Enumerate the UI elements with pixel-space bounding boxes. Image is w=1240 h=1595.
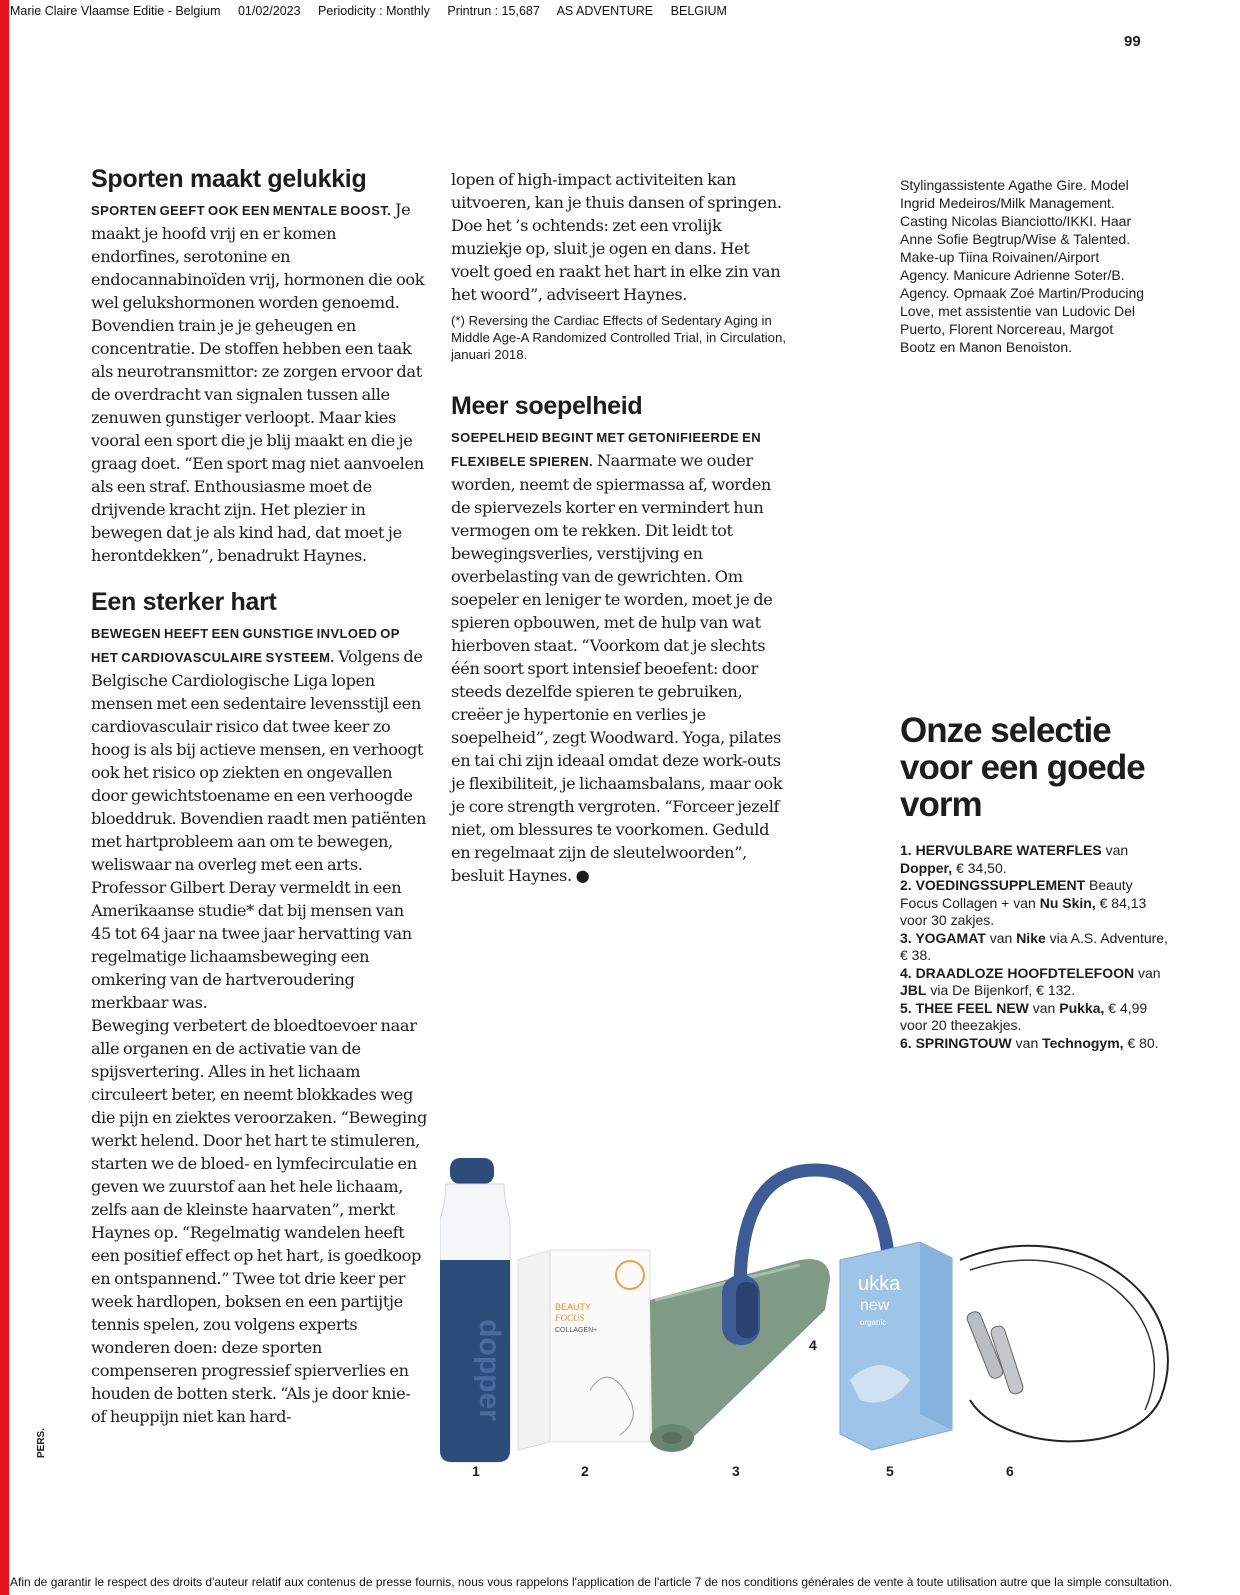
product-number-2: 2 xyxy=(581,1463,589,1479)
tea-sub-text: organic xyxy=(860,1318,887,1327)
section-title-sporten: Sporten maakt gelukkig xyxy=(91,165,367,193)
item-brand: Technogym, xyxy=(1042,1034,1124,1051)
tea-box-image xyxy=(840,1242,952,1450)
section-text-sporten: Je maakt je hoofd vrij en er komen endorfines, serotonine en endocannabinoïden vrij, hormonen die ook wel gelukshormonen worden genoemd. Bovendien train je je geheugen en concentratie. De stoffen hebben een taak als neurotransmittor: ze zorgen ervoor dat de overdracht van signalen tussen alle zenuwen gunstiger verloopt. Maar kies vooral een sport die je blij maakt en die je graag doet. “Een sport mag niet aanvoelen als een straf. Enthousiasme moet de drijvende kracht zijn. Het plezier in bewegen dat je als kind had, dat moet je herontdekken”, benadrukt Haynes. xyxy=(91,200,425,565)
item-price: € 34,50. xyxy=(952,859,1007,876)
item-category: 5. THEE FEEL NEW xyxy=(900,999,1029,1016)
item-price: € 84,13 voor 30 zakjes. xyxy=(900,894,1147,928)
selection-item xyxy=(900,1000,1170,1035)
item-brand: Dopper, xyxy=(900,859,953,876)
photo-credits: Stylingassistente Agathe Gire. Model Ingrid Medeiros/Milk Management. Casting Nicolas Bianciotto/IKKI. Haar Anne Sofie Begtrup/Wise & Talented. Make-up Tiina Roivainen/Airport Agency. Manicure Adrienne Soter/B. Agency. Opmaak Zoé Martin/Producing Love, met assistentie van Ludovic Del Puerto, Florent Norcereau, Margot Bootz en Manon Benoiston. xyxy=(900,177,1145,355)
item-price: via De Bijenkorf, € 132. xyxy=(926,982,1076,998)
product-number-4: 4 xyxy=(809,1337,817,1353)
product-number-6: 6 xyxy=(1006,1463,1014,1479)
section-body-soepelheid xyxy=(451,425,787,887)
item-brand: Nu Skin, xyxy=(1039,894,1096,911)
item-text: van xyxy=(1134,964,1161,981)
water-bottle-image xyxy=(440,1158,510,1462)
item-category: 1. HERVULBARE WATERFLES xyxy=(900,842,1102,858)
selection-item xyxy=(900,1035,1170,1053)
item-price: € 4,99 voor 20 theezakjes. xyxy=(900,999,1148,1033)
section-text-soepelheid: Naarmate we ouder worden, neemt de spiermassa af, worden de spiervezels korter en vermindert hun vermogen om te rekken. Dit leidt tot bewegingsverlies, verstijving en overbelasting van de gewrichten. Om soepeler en leniger te worden, moet je de spieren opbouwen, met de hulp van wat hierboven staat. “Voorkom dat je slechts één soort sport intensief beoefent: door steeds dezelfde spieren te gebruiken, creëer je hypertonie en verlies je soepelheid”, zegt Woodward. Yoga, pilates en tai chi zijn ideaal omdat deze work-outs je flexibiliteit, je lichaamsbalans, maar ook je core strength vergroten. “Forceer jezelf niet, om blessures te voorkomen. Geduld en regelmaat zijn de sleutelwoorden”, besluit Haynes. xyxy=(451,451,783,885)
item-brand: Pukka, xyxy=(1059,999,1105,1016)
product-number-3: 3 xyxy=(732,1463,740,1479)
jump-rope-image xyxy=(960,1246,1168,1442)
box-text-2: FOCUS xyxy=(555,1313,584,1323)
copyright-footer: Afin de garantir le respect des droits d'auteur relatif aux contenus de presse fournis, nous vous rappelons l'application de l'article 7 de nos conditions générales de vente à toute utilisation autre que la simple consultation. xyxy=(10,1575,1173,1589)
section-text-hart-2: Beweging verbetert de bloedtoevoer naar alle organen en de activatie van de spijsvertering. Alles in het lichaam circuleert beter, en neemt blokkades weg die pijn en ziektes veroorzaken. “Beweging werkt helend. Door het hart te stimuleren, starten we de bloed- en lymfecirculatie en geven we zuurstof aan het hele lichaam, zelfs aan de kleinste haarvaten”, merkt Haynes op. “Regelmatig wandelen heeft een positief effect op het hart, is goedkoop en ontspannend.” Twee tot drie keer per week hardlopen, boksen en een partijtje tennis spelen, zou volgens experts wonderen doen: deze sporten compenseren progressief spierverlies en houden de botten sterk. “Als je door knie- of heuppijn niet kan hard- xyxy=(91,1016,427,1426)
meta-printrun: Printrun : 15,687 xyxy=(447,4,540,18)
selection-list xyxy=(900,842,1170,1052)
section-lead-soepelheid: SOEPELHEID BEGINT MET GETONIFIEERDE EN FLEXIBELE SPIEREN. xyxy=(451,430,761,469)
meta-country: BELGIUM xyxy=(670,4,727,18)
page-number: 99 xyxy=(1124,33,1141,50)
column-2 xyxy=(451,168,787,887)
tea-brand-text: ukka xyxy=(858,1273,901,1295)
selection-item xyxy=(900,877,1170,930)
spacer xyxy=(451,363,787,391)
footnote: (*) Reversing the Cardiac Effects of Sedentary Aging in Middle Age-A Randomized Controlled Trial, in Circulation, januari 2018. xyxy=(451,313,786,362)
item-text: van xyxy=(1101,842,1129,858)
product-number-1: 1 xyxy=(472,1463,480,1479)
selection-item xyxy=(900,965,1170,1000)
item-text: van xyxy=(1028,999,1060,1016)
selection-title: Onze selectie voor een goede vorm xyxy=(900,711,1145,824)
item-category: 6. SPRINGTOUW xyxy=(900,1034,1012,1051)
section-title-hart: Een sterker hart xyxy=(91,588,277,616)
photo-credit-pers: PERS. xyxy=(36,1427,47,1458)
item-category: 2. VOEDINGSSUPPLEMENT xyxy=(900,877,1086,893)
red-edge-bar xyxy=(0,0,9,1595)
meta-advertiser: AS ADVENTURE xyxy=(556,4,654,18)
column-3 xyxy=(900,176,1150,356)
item-text: van xyxy=(985,929,1017,946)
item-text: van xyxy=(1011,1034,1043,1051)
section-body-hart xyxy=(91,621,427,1014)
product-photos xyxy=(440,1150,1200,1470)
item-brand: JBL xyxy=(900,982,927,998)
clipping-meta xyxy=(10,4,741,18)
section-body-sporten xyxy=(91,198,427,567)
section-text-hart: Volgens de Belgische Cardiologische Liga lopen mensen met een sedentaire levensstijl een cardiovasculair risico dat twee keer zo hoog is als bij actieve mensen, en verhoogt ook het risico op ziekten en ongevallen door gewichtstoename en een verhoogde bloeddruk. Bovendien raadt men patiënten met hartprobleem aan om te bewegen, weliswaar na overleg met een arts. Professor Gilbert Deray vermeldt in een Amerikaanse studie* dat bij mensen van 45 tot 64 jaar na twee jaar hervatting van regelmatige lichaamsbeweging een omkering van de hartveroudering merkbaar was. xyxy=(91,647,427,1012)
item-text: Beauty Focus Collagen + van xyxy=(900,877,1133,911)
item-brand: Nike xyxy=(1016,929,1046,946)
item-category: 4. DRAADLOZE HOOFDTELEFOON xyxy=(900,964,1135,981)
section-text-hart-3: lopen of high-impact activiteiten kan uitvoeren, kan je thuis dansen of springen. Doe het ’s ochtends: zet een vrolijk muziekje op, sluit je ogen en dans. Het voelt goed en raakt het hart in elke zin van het woord”, adviseert Haynes. xyxy=(451,170,782,304)
end-mark: ● xyxy=(575,866,590,885)
column-1 xyxy=(91,164,427,1428)
tea-name-text: new xyxy=(860,1297,890,1314)
item-category: 3. YOGAMAT xyxy=(900,929,986,946)
selection-item xyxy=(900,930,1170,965)
section-lead-hart: BEWEGEN HEEFT EEN GUNSTIGE INVLOED OP HET CARDIOVASCULAIRE SYSTEEM. xyxy=(91,626,400,665)
selection-item xyxy=(900,842,1170,877)
item-price: € 80. xyxy=(1123,1034,1159,1051)
meta-publication: Marie Claire Vlaamse Editie - Belgium xyxy=(10,4,221,18)
meta-periodicity: Periodicity : Monthly xyxy=(318,4,430,18)
spacer xyxy=(91,567,427,587)
supplement-box-image xyxy=(518,1250,650,1450)
product-number-5: 5 xyxy=(886,1463,894,1479)
bottle-brand-text: dopper xyxy=(473,1319,506,1421)
section-lead-sporten: SPORTEN GEEFT OOK EEN MENTALE BOOST. xyxy=(91,203,392,218)
box-text-1: BEAUTY xyxy=(555,1302,592,1312)
box-text-3: COLLAGEN+ xyxy=(555,1327,598,1334)
meta-date: 01/02/2023 xyxy=(237,4,301,18)
item-price: via A.S. Adventure, € 38. xyxy=(900,929,1168,963)
section-title-soepelheid: Meer soepelheid xyxy=(451,392,643,420)
